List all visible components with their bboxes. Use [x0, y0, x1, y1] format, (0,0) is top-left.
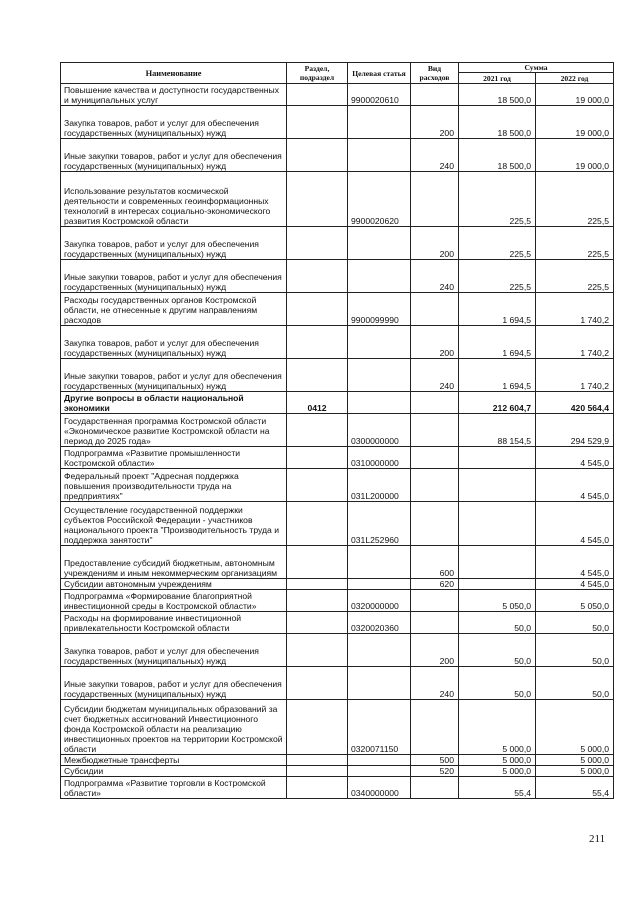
row-amount-2021: 55,4	[459, 777, 536, 799]
header-year-2021: 2021 год	[459, 73, 536, 84]
row-amount-2022: 294 529,9	[536, 414, 614, 447]
row-amount-2021	[459, 546, 536, 579]
row-statya: 9900020610	[348, 84, 411, 106]
row-razdel	[287, 326, 348, 359]
row-name: Субсидии бюджетам муниципальных образований за счет бюджетных ассигнований Инвестиционного фонда Костромской области на реализацию инвестиционных проектов на территории Костромской области	[61, 700, 287, 755]
header-summa: Сумма	[459, 63, 614, 73]
table-row	[61, 139, 614, 172]
row-amount-2022: 19 000,0	[536, 106, 614, 139]
row-amount-2022: 50,0	[536, 634, 614, 667]
row-amount-2021	[459, 447, 536, 469]
row-name: Субсидии	[61, 766, 287, 777]
row-amount-2022: 19 000,0	[536, 84, 614, 106]
header-name: Наименование	[61, 63, 287, 84]
row-razdel	[287, 579, 348, 590]
row-razdel	[287, 469, 348, 502]
row-name: Повышение качества и доступности государственных и муниципальных услуг	[61, 84, 287, 106]
row-razdel	[287, 502, 348, 546]
row-statya	[348, 766, 411, 777]
row-amount-2021: 50,0	[459, 612, 536, 634]
table-row	[61, 172, 614, 227]
row-amount-2022: 5 000,0	[536, 766, 614, 777]
row-razdel	[287, 755, 348, 766]
row-vid: 520	[411, 766, 459, 777]
row-name: Расходы на формирование инвестиционной привлекательности Костромской области	[61, 612, 287, 634]
row-vid	[411, 700, 459, 755]
row-amount-2022: 19 000,0	[536, 139, 614, 172]
row-amount-2022: 50,0	[536, 667, 614, 700]
row-name: Подпрограмма «Формирование благоприятной инвестиционной среды в Костромской области»	[61, 590, 287, 612]
row-amount-2022: 1 740,2	[536, 359, 614, 392]
row-razdel	[287, 227, 348, 260]
row-statya	[348, 227, 411, 260]
table-row	[61, 84, 614, 106]
row-vid	[411, 447, 459, 469]
row-statya	[348, 392, 411, 414]
row-vid	[411, 293, 459, 326]
row-razdel	[287, 612, 348, 634]
table-row	[61, 502, 614, 546]
table-row	[61, 326, 614, 359]
row-statya: 0340000000	[348, 777, 411, 799]
row-razdel	[287, 260, 348, 293]
row-razdel	[287, 293, 348, 326]
row-statya	[348, 546, 411, 579]
row-amount-2022: 5 000,0	[536, 755, 614, 766]
table-row	[61, 700, 614, 755]
row-name: Иные закупки товаров, работ и услуг для обеспечения государственных (муниципальных) нужд	[61, 359, 287, 392]
row-amount-2022: 4 545,0	[536, 447, 614, 469]
row-razdel	[287, 84, 348, 106]
row-statya	[348, 326, 411, 359]
row-name: Предоставление субсидий бюджетным, автономным учреждениям и иным некоммерческим организациям	[61, 546, 287, 579]
row-amount-2021	[459, 469, 536, 502]
row-statya	[348, 260, 411, 293]
row-amount-2021: 88 154,5	[459, 414, 536, 447]
row-statya: 0320071150	[348, 700, 411, 755]
row-razdel	[287, 700, 348, 755]
row-amount-2021: 1 694,5	[459, 326, 536, 359]
row-amount-2022: 4 545,0	[536, 579, 614, 590]
row-amount-2022: 5 000,0	[536, 700, 614, 755]
row-razdel	[287, 139, 348, 172]
row-amount-2021: 5 000,0	[459, 766, 536, 777]
row-razdel	[287, 447, 348, 469]
row-vid	[411, 172, 459, 227]
row-name: Закупка товаров, работ и услуг для обеспечения государственных (муниципальных) нужд	[61, 227, 287, 260]
row-name: Межбюджетные трансферты	[61, 755, 287, 766]
row-name: Государственная программа Костромской области «Экономическое развитие Костромской области на период до 2025 года»	[61, 414, 287, 447]
row-vid	[411, 502, 459, 546]
row-statya	[348, 106, 411, 139]
row-amount-2021: 212 604,7	[459, 392, 536, 414]
table-body	[61, 84, 614, 799]
row-vid	[411, 590, 459, 612]
row-amount-2022: 50,0	[536, 612, 614, 634]
row-name: Иные закупки товаров, работ и услуг для обеспечения государственных (муниципальных) нужд	[61, 667, 287, 700]
row-statya: 0300000000	[348, 414, 411, 447]
table-row	[61, 414, 614, 447]
row-statya	[348, 755, 411, 766]
row-razdel	[287, 359, 348, 392]
row-vid: 200	[411, 106, 459, 139]
row-statya: 0320000000	[348, 590, 411, 612]
table-row	[61, 469, 614, 502]
row-name: Подпрограмма «Развитие торговли в Костромской области»	[61, 777, 287, 799]
row-amount-2021: 1 694,5	[459, 359, 536, 392]
row-vid: 500	[411, 755, 459, 766]
row-razdel	[287, 106, 348, 139]
row-amount-2021: 5 000,0	[459, 700, 536, 755]
row-amount-2022: 4 545,0	[536, 469, 614, 502]
row-vid: 200	[411, 634, 459, 667]
table-row	[61, 392, 614, 414]
row-amount-2021: 225,5	[459, 172, 536, 227]
row-vid	[411, 469, 459, 502]
row-name: Расходы государственных органов Костромской области, не отнесенные к другим направлениям расходов	[61, 293, 287, 326]
row-statya	[348, 634, 411, 667]
row-name: Закупка товаров, работ и услуг для обеспечения государственных (муниципальных) нужд	[61, 634, 287, 667]
row-amount-2021	[459, 502, 536, 546]
row-name: Подпрограмма «Развитие промышленности Костромской области»	[61, 447, 287, 469]
row-vid: 240	[411, 260, 459, 293]
row-vid	[411, 414, 459, 447]
table-row	[61, 293, 614, 326]
table-row	[61, 260, 614, 293]
row-statya	[348, 139, 411, 172]
row-vid	[411, 777, 459, 799]
table-row	[61, 546, 614, 579]
table-row	[61, 590, 614, 612]
row-statya: 0310000000	[348, 447, 411, 469]
row-amount-2022: 4 545,0	[536, 546, 614, 579]
row-amount-2021	[459, 579, 536, 590]
row-vid	[411, 392, 459, 414]
budget-table	[60, 62, 614, 799]
row-amount-2022: 225,5	[536, 260, 614, 293]
row-amount-2021: 50,0	[459, 667, 536, 700]
row-amount-2021: 225,5	[459, 227, 536, 260]
row-vid	[411, 612, 459, 634]
row-amount-2021: 18 500,0	[459, 106, 536, 139]
row-name: Использование результатов космической деятельности и современных геоинформационных технологий в интересах социально-экономического развития Костромской области	[61, 172, 287, 227]
row-razdel	[287, 590, 348, 612]
row-amount-2022: 225,5	[536, 172, 614, 227]
table-row	[61, 447, 614, 469]
table-row	[61, 755, 614, 766]
row-amount-2021: 5 050,0	[459, 590, 536, 612]
row-statya: 031L200000	[348, 469, 411, 502]
row-statya: 031L252960	[348, 502, 411, 546]
table-row	[61, 634, 614, 667]
table-row	[61, 579, 614, 590]
row-razdel	[287, 667, 348, 700]
row-vid: 240	[411, 139, 459, 172]
table-header	[61, 63, 614, 84]
row-name: Закупка товаров, работ и услуг для обеспечения государственных (муниципальных) нужд	[61, 326, 287, 359]
row-name: Другие вопросы в области национальной экономики	[61, 392, 287, 414]
row-amount-2022: 55,4	[536, 777, 614, 799]
table-row	[61, 777, 614, 799]
row-name: Субсидии автономным учреждениям	[61, 579, 287, 590]
row-name: Осуществление государственной поддержки субъектов Российской Федерации - участников национального проекта "Производительность труда и поддержка занятости"	[61, 502, 287, 546]
row-vid: 240	[411, 667, 459, 700]
row-statya	[348, 667, 411, 700]
row-amount-2022: 225,5	[536, 227, 614, 260]
row-amount-2021: 18 500,0	[459, 139, 536, 172]
row-razdel	[287, 414, 348, 447]
row-statya	[348, 359, 411, 392]
header-vid: Вид расходов	[411, 63, 459, 84]
row-amount-2022: 1 740,2	[536, 326, 614, 359]
row-razdel	[287, 766, 348, 777]
row-amount-2021: 1 694,5	[459, 293, 536, 326]
table-row	[61, 766, 614, 777]
row-statya: 9900020620	[348, 172, 411, 227]
row-razdel: 0412	[287, 392, 348, 414]
row-amount-2021: 18 500,0	[459, 84, 536, 106]
row-vid: 620	[411, 579, 459, 590]
row-amount-2022: 4 545,0	[536, 502, 614, 546]
row-vid	[411, 84, 459, 106]
table-row	[61, 612, 614, 634]
row-statya	[348, 579, 411, 590]
row-amount-2022: 420 564,4	[536, 392, 614, 414]
row-amount-2022: 1 740,2	[536, 293, 614, 326]
row-amount-2021: 50,0	[459, 634, 536, 667]
row-statya: 0320020360	[348, 612, 411, 634]
table-row	[61, 359, 614, 392]
row-razdel	[287, 777, 348, 799]
table-row	[61, 227, 614, 260]
row-name: Федеральный проект "Адресная поддержка повышения производительности труда на предприятиях"	[61, 469, 287, 502]
page-number: 211	[589, 833, 606, 845]
table-row	[61, 106, 614, 139]
row-amount-2022: 5 050,0	[536, 590, 614, 612]
row-vid: 200	[411, 227, 459, 260]
row-amount-2021: 225,5	[459, 260, 536, 293]
table-row	[61, 667, 614, 700]
row-amount-2021: 5 000,0	[459, 755, 536, 766]
header-statya: Целевая статья	[348, 63, 411, 84]
row-vid: 600	[411, 546, 459, 579]
row-vid: 240	[411, 359, 459, 392]
row-statya: 9900099990	[348, 293, 411, 326]
row-razdel	[287, 634, 348, 667]
row-name: Иные закупки товаров, работ и услуг для обеспечения государственных (муниципальных) нужд	[61, 260, 287, 293]
row-vid: 200	[411, 326, 459, 359]
row-razdel	[287, 172, 348, 227]
header-razdel: Раздел, подраздел	[287, 63, 348, 84]
row-name: Закупка товаров, работ и услуг для обеспечения государственных (муниципальных) нужд	[61, 106, 287, 139]
row-name: Иные закупки товаров, работ и услуг для обеспечения государственных (муниципальных) нужд	[61, 139, 287, 172]
row-razdel	[287, 546, 348, 579]
header-year-2022: 2022 год	[536, 73, 614, 84]
